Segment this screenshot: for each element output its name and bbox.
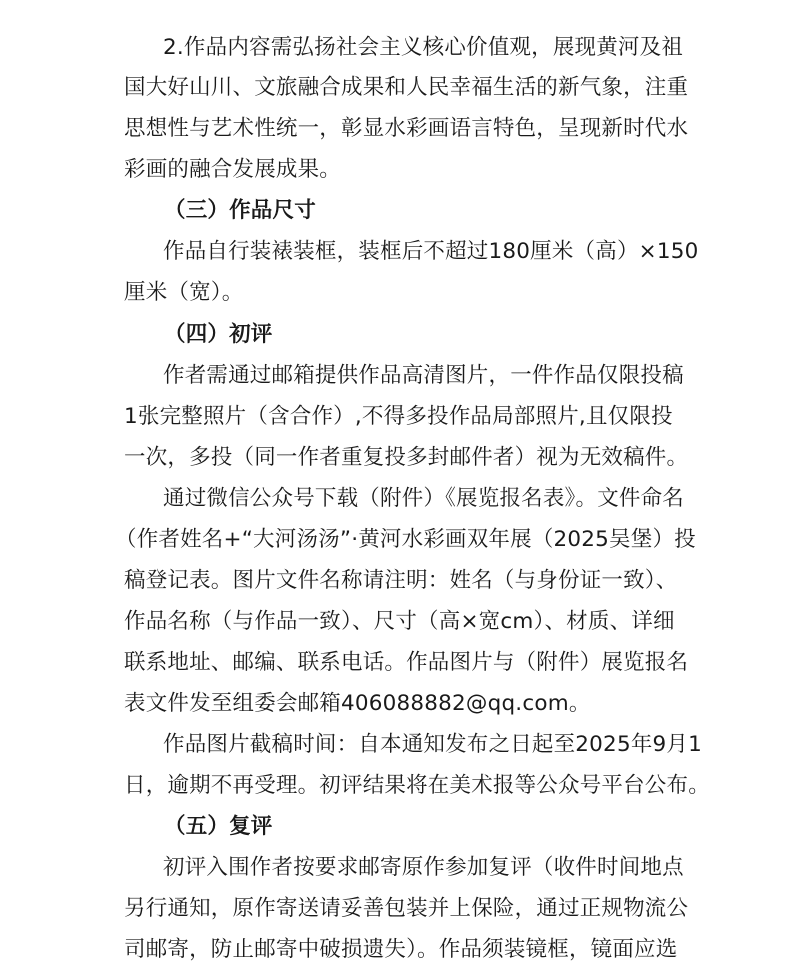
paragraph-line: （作者姓名+“大河汤汤”·黄河水彩画双年展（2025吴堡）投 xyxy=(115,527,696,552)
paragraph-line: 日，逾期不再受理。初评结果将在美术报等公众号平台公布。 xyxy=(124,773,710,798)
paragraph-line: 作品自行装裱装框，装框后不超过180厘米（高）×150 xyxy=(163,239,699,264)
paragraph-line: 作者需通过邮箱提供作品高清图片，一件作品仅限投稿 xyxy=(163,363,684,388)
paragraph-line: 2.作品内容需弘扬社会主义核心价值观，展现黄河及祖 xyxy=(163,35,684,60)
paragraph-line: 稿登记表。图片文件名称请注明：姓名（与身份证一致）、 xyxy=(124,568,678,593)
paragraph-line: 作品名称（与作品一致）、尺寸（高×宽cm）、材质、详细 xyxy=(124,609,675,634)
section-heading-size: （三）作品尺寸 xyxy=(164,198,316,223)
paragraph-line: 思想性与艺术性统一，彰显水彩画语言特色，呈现新时代水 xyxy=(124,116,689,141)
section-heading-final-review: （五）复评 xyxy=(164,814,273,839)
email-line: 表文件发至组委会邮箱406088882@qq.com。 xyxy=(124,691,591,716)
paragraph-line: 通过微信公众号下载（附件）《展览报名表》。文件命名 xyxy=(163,486,685,511)
paragraph-line: 一次，多投（同一作者重复投多封邮件者）视为无效稿件。 xyxy=(124,445,689,470)
paragraph-line: 国大好山川、文旅融合成果和人民幸福生活的新气象，注重 xyxy=(124,75,689,100)
paragraph-line: 初评入围作者按要求邮寄原作参加复评（收件时间地点 xyxy=(163,855,684,880)
paragraph-line: 另行通知，原作寄送请妥善包装并上保险，通过正规物流公 xyxy=(124,896,689,921)
paragraph-line: 1张完整照片（含合作）,不得多投作品局部照片,且仅限投 xyxy=(124,404,673,429)
deadline-line: 作品图片截稿时间：自本通知发布之日起至2025年9月1 xyxy=(163,732,702,757)
paragraph-line: 彩画的融合发展成果。 xyxy=(124,157,342,182)
paragraph-line: 司邮寄，防止邮寄中破损遗失）。作品须装镜框，镜面应选 xyxy=(124,937,678,962)
section-heading-preliminary: （四）初评 xyxy=(164,322,273,347)
paragraph-line: 联系地址、邮编、联系电话。作品图片与（附件）展览报名 xyxy=(124,650,689,675)
paragraph-line: 厘米（宽）。 xyxy=(124,280,244,305)
